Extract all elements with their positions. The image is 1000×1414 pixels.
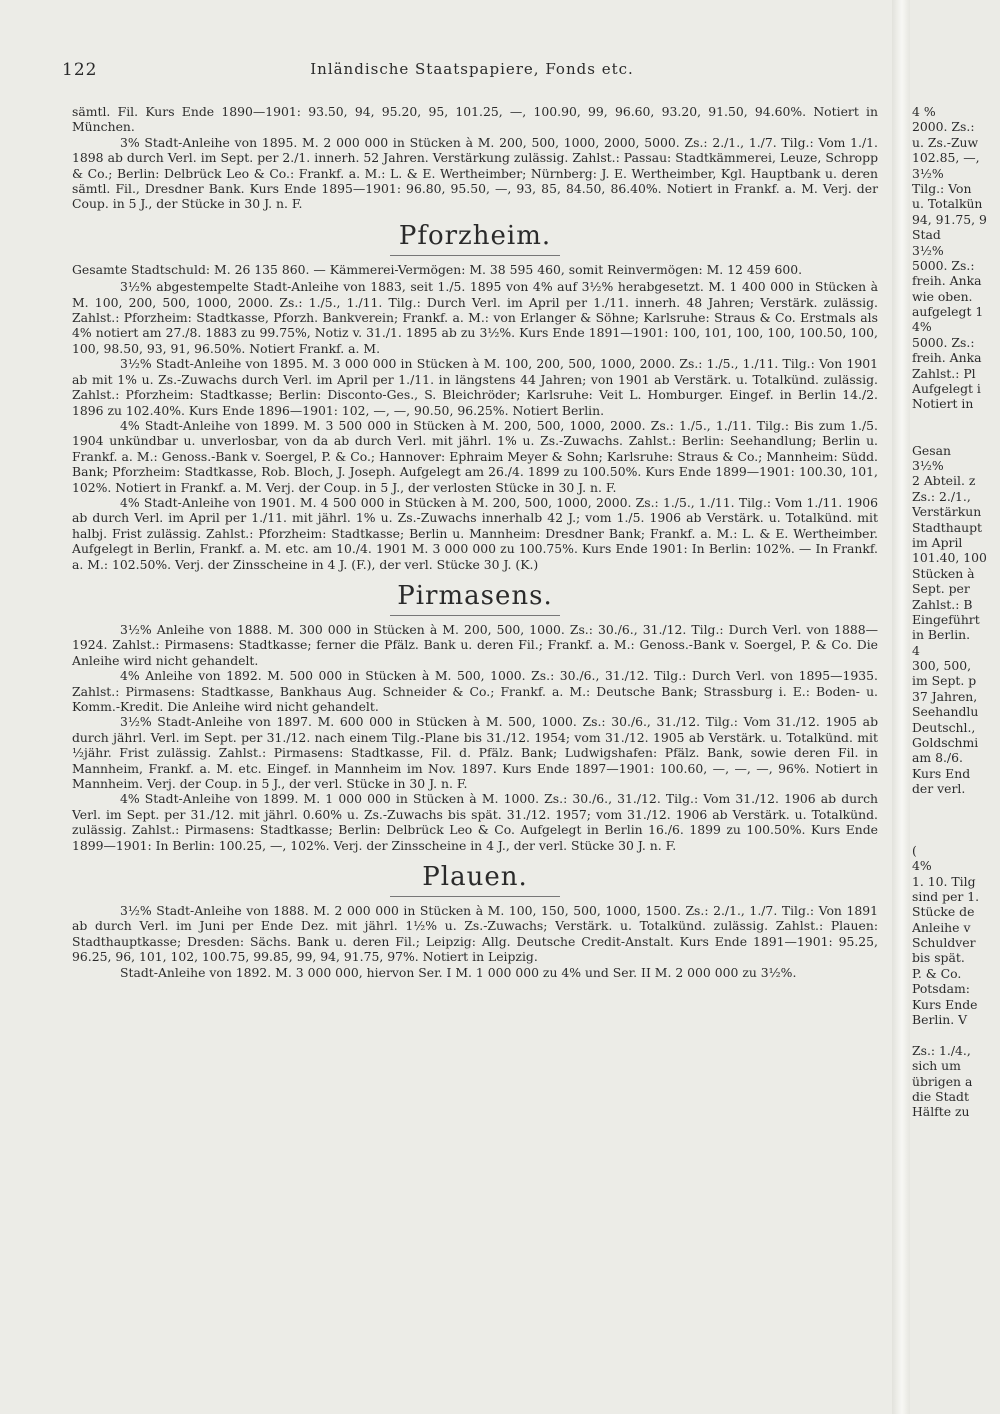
facing-page-fragment [912,812,1000,827]
facing-page-fragment: 101.40, 100 [912,550,987,566]
bond-entry: 3% Stadt-Anleihe von 1895. M. 2 000 000 in Stücken à M. 200, 500, 1000, 2000, 5000. Zs.: 2./1., 1./7. Tilg.: Vom 1./1. 1898 ab durch Verl. im Sept. per 2./1. innerh. 52 Jahren. Verstärkung zulässig. Zahlst.: Passau: Stadtkämmerei, Leuze, Schropp & Co.; Berlin: Delbrück Leo & Co.: Frankf. a. M.: L. & E. Wertheimber; Nürnberg: J. E. Wertheimber, Kgl. Hauptbank u. deren sämtl. Fil., Dresdner Bank. Kurs Ende 1895—1901: 96.80, 95.50, —, 93, 85, 84.50, 86.40%. Notiert in Frankf. a. M. Verj. der Coup. in 5 J., der Stücke in 30 J. n. F. [72,134,878,212]
facing-page-fragment: 102.85, —, [912,150,980,166]
section-pforzheim [72,221,878,572]
facing-page-fragment: im Sept. p [912,673,977,689]
bond-entry: Stadt-Anleihe von 1892. M. 3 000 000, hiervon Ser. I M. 1 000 000 zu 4% und Ser. II M. 2 000 000 zu 3½%. [120,964,797,980]
facing-page-fragment: Stad [912,227,941,243]
facing-page-fragment: Goldschmi [912,735,979,751]
facing-page-fragment: 2 Abteil. z [912,473,976,489]
facing-page-fragment: am 8./6. [912,750,963,766]
facing-page-fragment: Stadthaupt [912,519,983,535]
facing-page-fragment: Potsdam: [912,981,970,997]
facing-page-fragment: Deutschl., [912,719,976,735]
facing-page-fragment: Stücke de [912,904,975,920]
facing-page-fragment [912,427,1000,442]
intro-continuation: sämtl. Fil. Kurs Ende 1890—1901: 93.50, 94, 95.20, 95, 101.25, —, 100.90, 99, 96.60, 93.20, 91.50, 94.60%. Notiert in München. [72,104,878,135]
facing-page-fragment: 3½% [912,165,944,181]
bond-entry: 4% Stadt-Anleihe von 1899. M. 3 500 000 in Stücken à M. 200, 500, 1000, 2000. Zs.: 1./5., 1./11. Tilg.: Bis zum 1./5. 1904 unkündbar u. unverlosbar, von da ab durch Verl. mit jährl. 1% u. Zs.-Zuwachs. Zahlst.: Berlin: Seehandlung; Berlin u. Frankf. a. M.: Genoss.-Bank v. Soergel, P. & Co.; Hannover: Ephraim Meyer & Sohn; Karlsruhe: Straus & Co.; Mannheim: Südd. Bank; Pforzheim: Stadtkasse, Rob. Bloch, J. Joseph. Aufgelegt am 26./4. 1899 zu 100.50%. Kurs Ende 1899—1901: 100.30, 101, 102%. Notiert in Frankf. a. M. Verj. der Coup. in 5 J., der verlosten Stücke in 30 J. n. F. [72,417,878,495]
facing-page-fragment: 1. 10. Tilg [912,873,976,889]
facing-page-fragment: freih. Anka [912,350,982,366]
facing-page-fragment: Seehandlu [912,704,979,720]
facing-page-fragment: Stücken à [912,565,975,581]
facing-page-fragment: ( [912,842,917,858]
facing-page-fragment: Anleihe v [912,919,971,935]
facing-page-fragment: Verstärkun [912,504,982,520]
facing-page-fragment: Notiert in [912,396,974,412]
facing-page-fragment: Hälfte zu [912,1104,970,1120]
text-column [72,104,878,980]
bond-entry: 4% Anleihe von 1892. M. 500 000 in Stücken à M. 500, 1000. Zs.: 30./6., 31./12. Tilg.: Durch Verl. von 1895—1935. Zahlst.: Pirmasens: Stadtkasse, Bankhaus Aug. Schneider & Co.; Frankf. a. M.: Deutsche Bank; Strassburg i. E.: Boden- u. Komm.-Kredit. Die Anleihe wird nicht gehandelt. [72,668,878,714]
facing-page-fragment: freih. Anka [912,273,982,289]
facing-page-fragment: sind per 1. [912,888,980,904]
bond-entry: 3½% Stadt-Anleihe von 1895. M. 3 000 000 in Stücken à M. 100, 200, 500, 1000, 2000. Zs.: 1./5., 1./11. Tilg.: Von 1901 ab mit 1% u. Zs.-Zuwachs durch Verl. im April per 1./11. in längstens 44 Jahren; von 1901 ab Verstärk. u. Totalkünd. zulässig. Zahlst.: Pforzheim: Stadtkasse; Berlin: Disconto-Ges., S. Bleichröder; Karlsruhe: Veit L. Homburger. Eingef. in Berlin 14./2. 1896 zu 102.40%. Kurs Ende 1896—1901: 102, —, —, 90.50, 96.25%. Notiert Berlin. [72,356,878,418]
city-heading: Pforzheim. [398,220,552,251]
facing-page-fragment: 4 % [912,104,936,119]
bond-entry: 3½% Stadt-Anleihe von 1897. M. 600 000 in Stücken à M. 500, 1000. Zs.: 30./6., 31./12. Tilg.: Vom 31./12. 1905 ab durch jährl. Verl. im Sept. per 31./12. nach einem Tilg.-Plane bis 31./12. 1954; vom 31./12. 1905 ab Verstärk. u. Totalkünd. mit ½jähr. Frist zulässig. Zahlst.: Pirmasens: Stadtkasse, Fil. d. Pfälz. Bank; Ludwigshafen: Pfälz. Bank, sowie deren Fil. in Mannheim, Frankf. a. M. etc. Eingef. in Mannheim im Nov. 1897. Kurs Ende 1897—1901: 100.60, —, —, —, 96%. Notiert in Mannheim. Verj. der Coup. in 5 J., der verl. Stücke in 30 J. n. F. [72,714,878,792]
facing-page-fragment [912,797,1000,812]
facing-page-fragment: 3½% [912,457,944,473]
facing-page-fragment: in Berlin. [912,627,971,643]
city-heading: Pirmasens. [397,580,553,611]
facing-page-fragment: der verl. [912,781,966,797]
facing-page-fragment: 3½% [912,242,944,258]
bond-entry: 4% Stadt-Anleihe von 1901. M. 4 500 000 in Stücken à M. 200, 500, 1000, 2000. Zs.: 1./5., 1./11. Tilg.: Vom 1./11. 1906 ab durch Verl. im April per 1./11. mit jährl. 1% u. Zs.-Zuwachs innerhalb 42 J.; vom 1./5. 1906 ab Verstärk. u. Totalkünd. mit halbj. Frist zulässig. Zahlst.: Pforzheim: Stadtkasse; Berlin u. Mannheim: Dresdner Bank; Frankf. a. M.: L. & E. Wertheimber. Aufgelegt in Berlin, Frankf. a. M. etc. am 10./4. 1901 M. 3 000 000 zu 100.75%. Kurs Ende 1901: In Berlin: 102%. — In Frankf. a. M.: 102.50%. Verj. der Zinsscheine in 4 J. (F.), der verl. Stücke 30 J. (K.) [72,494,878,572]
facing-page-fragment: übrigen a [912,1073,973,1089]
facing-page-fragment: Sept. per [912,581,970,597]
page-header [62,60,882,88]
heading-rule [390,615,560,616]
facing-page-fragment: u. Zs.-Zuw [912,134,979,150]
facing-page-edge [912,104,1000,1120]
facing-page-fragment: Gesan [912,442,951,458]
facing-page-fragment [912,827,1000,842]
running-head: Inländische Staatspapiere, Fonds etc. [310,60,634,78]
facing-page-fragment: Eingeführt [912,611,980,627]
facing-page-fragment: P. & Co. [912,965,962,981]
facing-page-fragment: Kurs Ende [912,996,978,1012]
book-gutter [892,0,910,1414]
heading-rule [390,255,560,256]
facing-page-fragment: Berlin. V [912,1012,968,1028]
bond-entry: 4% Stadt-Anleihe von 1899. M. 1 000 000 in Stücken à M. 1000. Zs.: 30./6., 31./12. Tilg.: Vom 31./12. 1906 ab durch Verl. im Sept. per 31./12. mit jährl. 0.60% u. Zs.-Zuwachs bis spät. 31./12. 1957; vom 31./12. 1906 ab Verstärk. u. Totalkünd. zulässig. Zahlst.: Pirmasens: Stadtkasse; Berlin: Delbrück Leo & Co. Aufgelegt in Berlin 16./6. 1899 zu 100.50%. Kurs Ende 1899—1901: In Berlin: 100.25, —, 102%. Verj. der Zinsscheine in 4 J., der verl. Stücke 30 J. n. F. [72,791,878,853]
facing-page-fragment: Zs.: 1./4., [912,1042,971,1058]
facing-page-fragment: Aufgelegt i [912,381,981,397]
section-pirmasens [72,581,878,853]
facing-page-fragment: Zahlst.: Pl [912,365,976,381]
page-number: 122 [62,60,98,80]
facing-page-fragment: 5000. Zs.: [912,257,975,273]
facing-page-fragment: die Stadt [912,1089,969,1104]
bond-entry: 3½% Stadt-Anleihe von 1888. M. 2 000 000 in Stücken à M. 100, 150, 500, 1000, 1500. Zs.: 2./1., 1./7. Tilg.: Von 1891 ab durch Verl. im Juni per Ende Dez. mit jährl. 1½% u. Zs.-Zuwachs; Verstärk. u. Totalkünd. zulässig. Zahlst.: Plauen: Stadthauptkasse; Dresden: Sächs. Bank u. deren Fil.; Leipzig: Allg. Deutsche Credit-Anstalt. Kurs Ende 1891—1901: 95.25, 96.25, 96, 101, 102, 100.75, 99.85, 99, 94, 91.75, 97%. Notiert in Leipzig. [72,903,878,965]
facing-page-fragment [912,1027,1000,1042]
facing-page-fragment: Tilg.: Von [912,180,972,196]
facing-page-fragment: wie oben. [912,288,973,304]
facing-page-fragment: 4% [912,319,932,335]
facing-page-fragment: u. Totalkün [912,196,983,212]
section-plauen [72,862,878,980]
facing-page-fragment: Zs.: 2./1., [912,488,971,504]
heading-rule [390,896,560,897]
facing-page-fragment: 37 Jahren, [912,688,978,704]
facing-page-fragment: bis spät. [912,950,965,966]
facing-page-fragment: 300, 500, [912,658,972,674]
facing-page-fragment: aufgelegt 1 [912,304,984,320]
city-heading: Plauen. [422,862,528,893]
facing-page-fragment: 5000. Zs.: [912,334,975,350]
bond-entry: 3½% Anleihe von 1888. M. 300 000 in Stücken à M. 200, 500, 1000. Zs.: 30./6., 31./12. Tilg.: Durch Verl. von 1888—1924. Zahlst.: Pirmasens: Stadtkasse; ferner die Pfälz. Bank u. deren Fil.; Frankf. a. M.: Genoss.-Bank v. Soergel, P. & Co. Die Anleihe wird nicht gehandelt. [72,621,878,668]
debt-summary: Gesamte Stadtschuld: M. 26 135 860. — Kämmerei-Vermögen: M. 38 595 460, somit Reinvermögen: M. 12 459 600. [72,261,803,277]
facing-page-fragment: 94, 91.75, 9 [912,211,987,227]
bond-entry: 3½% abgestempelte Stadt-Anleihe von 1883, seit 1./5. 1895 von 4% auf 3½% herabgesetzt. M. 1 400 000 in Stücken à M. 100, 200, 500, 1000, 2000. Zs.: 1./5., 1./11. Tilg.: Durch Verl. im April per 1./11. innerh. 48 Jahren; Verstärk. zulässig. Zahlst.: Pforzheim: Stadtkasse, Pforzh. Bankverein; Frankf. a. M.: von Erlanger & Söhne; Karlsruhe: Straus & Co. Erstmals als 4% notiert am 27./8. 1883 zu 99.75%, Notiz v. 31./1. 1895 ab zu 3½%. Kurs Ende 1891—1901: 100, 101, 100, 100, 100.50, 100, 100, 98.50, 93, 91, 96.50%. Notiert Frankf. a. M. [72,279,878,356]
facing-page-fragment [912,412,1000,427]
facing-page-fragment: sich um [912,1058,961,1074]
facing-page-fragment: Kurs End [912,765,971,781]
facing-page-fragment: Schuldver [912,935,976,951]
facing-page-fragment: Zahlst.: B [912,596,973,612]
facing-page-fragment: 4 [912,642,920,658]
facing-page-fragment: 4% [912,858,932,874]
facing-page-fragment: im April [912,534,963,550]
facing-page-fragment: 2000. Zs.: [912,119,975,135]
